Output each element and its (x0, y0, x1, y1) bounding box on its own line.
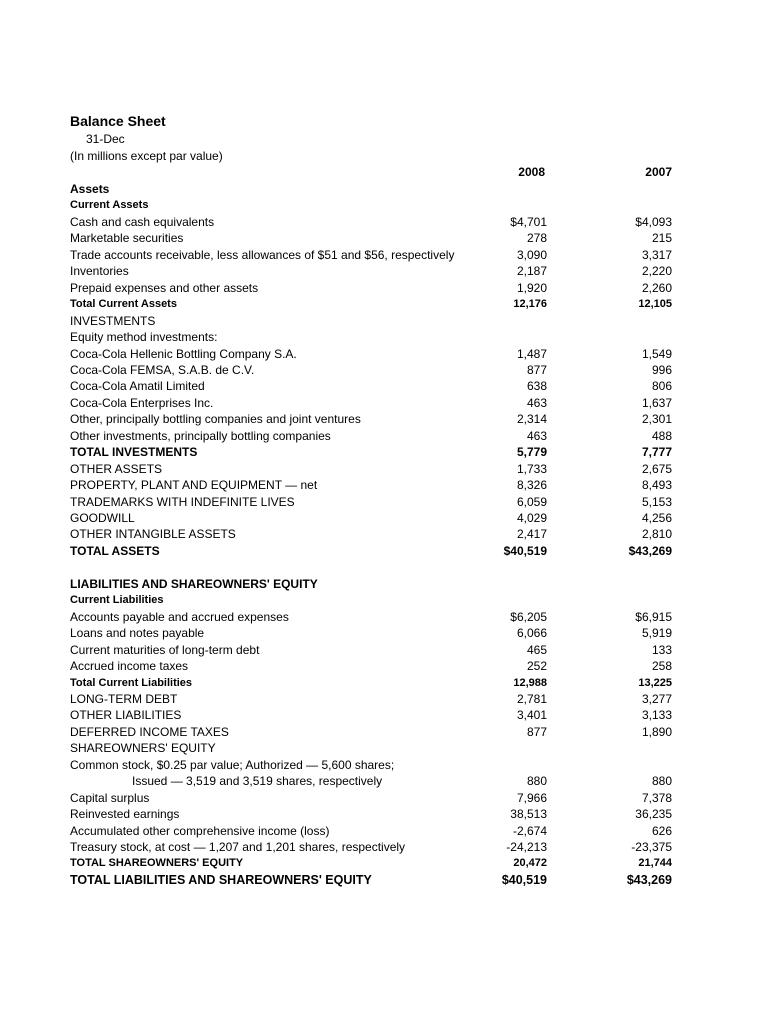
row-label: TOTAL ASSETS (70, 543, 160, 558)
value-2007: 996 (651, 362, 672, 377)
row-label: Accrued income taxes (70, 659, 189, 674)
value-2007: 2,220 (641, 264, 672, 279)
value-2008: $40,519 (501, 872, 547, 887)
value-2007: 3,277 (641, 691, 672, 706)
table-row (70, 494, 690, 510)
value-2008: 2,187 (516, 264, 547, 279)
table-row (70, 346, 690, 362)
value-2008: 6,059 (516, 494, 547, 509)
value-2007: 12,105 (638, 298, 672, 311)
row-label: Coca-Cola Amatil Limited (70, 379, 205, 394)
value-2007: 5,919 (641, 626, 672, 641)
value-2007: 258 (651, 659, 672, 674)
table-row (70, 296, 690, 312)
table-row (70, 806, 690, 822)
table-row (70, 625, 690, 641)
value-2007: 880 (651, 774, 672, 789)
table-row (70, 691, 690, 707)
table-row (70, 609, 690, 625)
value-2008: 1,920 (516, 280, 547, 295)
table-row (70, 592, 690, 608)
row-label: Loans and notes payable (70, 626, 205, 641)
row-label: Current Assets (70, 199, 149, 212)
value-2008: 638 (526, 379, 547, 394)
row-label: TOTAL SHAREOWNERS' EQUITY (70, 857, 244, 870)
value-2008: $4,701 (510, 214, 547, 229)
table-row (70, 362, 690, 378)
value-2008: 8,326 (516, 478, 547, 493)
row-label: Current maturities of long-term debt (70, 642, 260, 657)
table-row (70, 395, 690, 411)
table-row (70, 477, 690, 493)
value-2008: 38,513 (510, 807, 547, 822)
row-label: Marketable securities (70, 231, 184, 246)
value-2007: 3,133 (641, 708, 672, 723)
date-label: 31-Dec (86, 132, 125, 146)
value-2007: 2,301 (641, 412, 672, 427)
value-2007: 4,256 (641, 511, 672, 525)
table-row (70, 707, 690, 723)
table-row (70, 461, 690, 477)
table-row (70, 444, 690, 460)
table-row (70, 378, 690, 394)
value-2008: -24,213 (506, 840, 547, 854)
table-row (70, 675, 690, 691)
row-label: LIABILITIES AND SHAREOWNERS' EQUITY (70, 576, 318, 591)
value-2008: $40,519 (503, 543, 547, 558)
row-label: Accumulated other comprehensive income (loss) (70, 823, 330, 838)
table-row (70, 576, 690, 592)
row-label: INVESTMENTS (70, 313, 156, 328)
table-row (70, 197, 690, 213)
row-label: Reinvested earnings (70, 807, 180, 822)
table-row (70, 313, 690, 329)
value-2007: 7,777 (641, 445, 672, 460)
value-2008: 7,966 (516, 790, 547, 805)
value-2008: 12,176 (513, 298, 547, 311)
row-label: Cash and cash equivalents (70, 214, 215, 229)
table-row (70, 642, 690, 658)
value-2007: $4,093 (635, 214, 672, 229)
row-label: LONG-TERM DEBT (70, 691, 178, 706)
row-label: OTHER ASSETS (70, 461, 163, 476)
table-row (70, 855, 690, 871)
table-row (70, 757, 690, 773)
value-2008: 3,401 (516, 708, 547, 723)
row-label: Equity method investments: (70, 330, 218, 345)
value-2007: 36,235 (635, 807, 672, 822)
table-row (70, 230, 690, 246)
row-label: Treasury stock, at cost — 1,207 and 1,201 shares, respectively (70, 840, 406, 854)
row-label: Other, principally bottling companies and joint ventures (70, 412, 361, 427)
row-label: Assets (70, 182, 110, 196)
value-2008: 880 (526, 774, 547, 789)
row-label: Accounts payable and accrued expenses (70, 609, 289, 624)
row-label: TOTAL INVESTMENTS (70, 445, 198, 460)
table-row (70, 510, 690, 526)
table-row (70, 740, 690, 756)
value-2008: 12,988 (513, 676, 547, 689)
table-row (70, 247, 690, 263)
value-2008: 1,733 (516, 461, 547, 476)
value-2007: 7,378 (641, 790, 672, 805)
value-2008: 3,090 (516, 247, 547, 262)
row-label: Coca-Cola Enterprises Inc. (70, 395, 214, 410)
value-2007: $43,269 (628, 543, 672, 558)
row-label: Coca-Cola FEMSA, S.A.B. de C.V. (70, 362, 255, 377)
value-2008: 2,314 (516, 412, 547, 427)
value-2007: 8,493 (641, 478, 672, 493)
row-label: GOODWILL (70, 511, 135, 525)
value-2007: -23,375 (631, 840, 672, 854)
value-2008: 252 (526, 659, 547, 674)
value-2008: 278 (526, 231, 547, 246)
row-label: Total Current Liabilities (70, 676, 193, 689)
table-row (70, 280, 690, 296)
table-row (70, 263, 690, 279)
value-2007: 1,890 (641, 724, 672, 739)
row-label: OTHER LIABILITIES (70, 708, 182, 723)
row-label: OTHER INTANGIBLE ASSETS (70, 527, 236, 542)
value-2008: -2,674 (512, 823, 547, 838)
table-row (70, 658, 690, 674)
value-2008: 2,781 (516, 691, 547, 706)
column-header-2007: 2007 (645, 165, 672, 179)
row-label: Issued — 3,519 and 3,519 shares, respectively (132, 774, 383, 789)
value-2008: 20,472 (513, 857, 547, 870)
value-2008: $6,205 (510, 609, 547, 624)
table-row (70, 823, 690, 839)
table-row (70, 559, 690, 575)
value-2007: 806 (651, 379, 672, 394)
value-2008: 2,417 (516, 527, 547, 542)
row-label: SHAREOWNERS' EQUITY (70, 741, 216, 756)
value-2008: 877 (526, 362, 547, 377)
value-2008: 465 (526, 642, 547, 657)
value-2007: 133 (651, 642, 672, 657)
table-row (70, 724, 690, 740)
value-2007: 488 (651, 428, 672, 443)
value-2007: 13,225 (638, 676, 672, 689)
row-label: PROPERTY, PLANT AND EQUIPMENT — net (70, 478, 318, 493)
document-title: Balance Sheet (70, 113, 166, 129)
row-label: TOTAL LIABILITIES AND SHAREOWNERS' EQUITY (70, 872, 372, 887)
value-2008: 463 (526, 428, 547, 443)
value-2007: $6,915 (635, 609, 672, 624)
row-label: Common stock, $0.25 par value; Authorized — 5,600 shares; (70, 757, 395, 772)
column-header-2008: 2008 (518, 165, 545, 179)
value-2007: 626 (651, 823, 672, 838)
value-2008: 4,029 (516, 511, 547, 525)
row-label: Total Current Assets (70, 298, 177, 311)
value-2008: 1,487 (516, 346, 547, 361)
row-label: Capital surplus (70, 790, 150, 805)
table-row (70, 526, 690, 542)
value-2007: 2,260 (641, 280, 672, 295)
value-2007: 1,549 (641, 346, 672, 361)
row-label: Other investments, principally bottling companies (70, 428, 331, 443)
row-label: TRADEMARKS WITH INDEFINITE LIVES (70, 494, 295, 509)
value-2008: 877 (526, 724, 547, 739)
row-label: Current Liabilities (70, 594, 164, 607)
value-2007: 1,637 (641, 395, 672, 410)
value-2007: 3,317 (641, 247, 672, 262)
row-label: Inventories (70, 264, 129, 279)
value-2008: 463 (526, 395, 547, 410)
value-2007: 21,744 (638, 857, 672, 870)
table-row (70, 839, 690, 855)
table-row (70, 411, 690, 427)
table-row (70, 329, 690, 345)
table-row (70, 428, 690, 444)
row-label: DEFERRED INCOME TAXES (70, 724, 229, 739)
row-label: Trade accounts receivable, less allowances of $51 and $56, respectively (70, 247, 455, 262)
table-row (70, 214, 690, 230)
table-row (70, 790, 690, 806)
row-label: Coca-Cola Hellenic Bottling Company S.A. (70, 346, 297, 361)
value-2007: 215 (651, 231, 672, 246)
table-row (70, 543, 690, 559)
units-note: (In millions except par value) (70, 149, 223, 163)
row-label: Prepaid expenses and other assets (70, 280, 259, 295)
table-row (70, 773, 690, 789)
table-row (70, 872, 690, 888)
value-2007: 2,675 (641, 461, 672, 476)
value-2008: 5,779 (516, 445, 547, 460)
table-row (70, 181, 690, 197)
value-2007: 2,810 (641, 527, 672, 542)
value-2007: 5,153 (641, 494, 672, 509)
value-2007: $43,269 (626, 872, 672, 887)
value-2008: 6,066 (516, 626, 547, 641)
